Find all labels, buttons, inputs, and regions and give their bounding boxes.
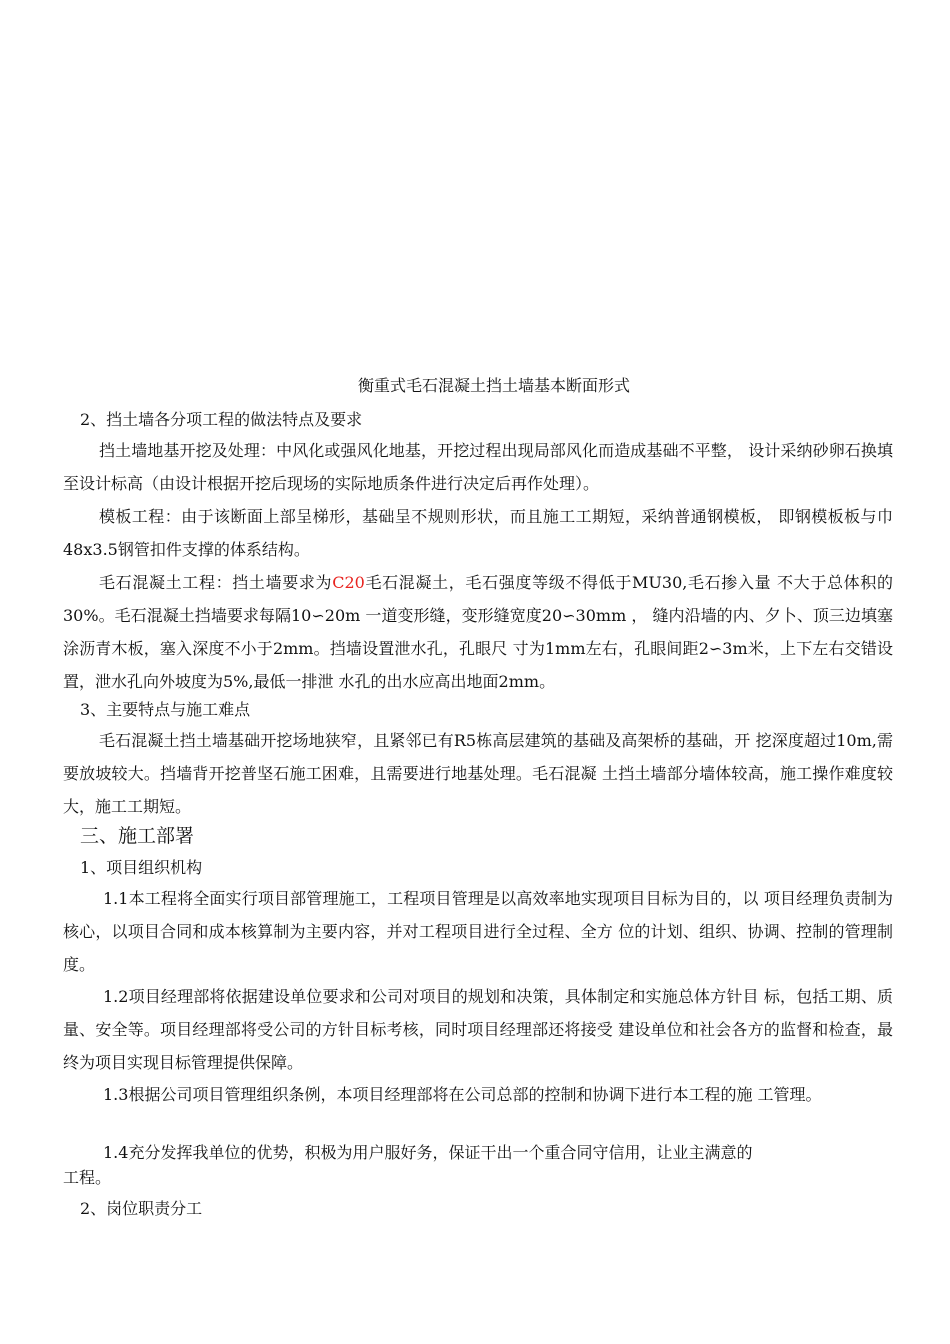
subsection-heading-2: 2、岗位职责分工 <box>80 1199 203 1218</box>
paragraph-difficulties: 毛石混凝土挡土墙基础开挖场地狭窄，且紧邻已有R5栋高层建筑的基础及高架桥的基础，开 挖深度超过10m,需要放坡较大。挡墙背开挖普坚石施工困难，且需要进行地基处理。毛石混凝 土挡土墙部分墙体较高，施工操作难度较大，施工工期短。 <box>63 731 893 816</box>
paragraph-rubble-concrete-text-a: 毛石混凝土工程：挡土墙要求为 <box>99 573 333 592</box>
section-heading-2: 2、挡土墙各分项工程的做法特点及要求 <box>80 410 363 429</box>
paragraph-1-4-line1: 1.4充分发挥我单位的优势，积极为用户服好务，保证干出一个重合同守信用，让业主满意的 <box>103 1143 753 1162</box>
paragraph-foundation: 挡土墙地基开挖及处理：中风化或强风化地基，开挖过程出现局部风化而造成基础不平整， 设计采纳砂卵石换填至设计标高（由设计根据开挖后现场的实际地质条件进行决定后再作处理）。 <box>63 441 893 493</box>
concrete-grade-highlight: C20 <box>332 573 365 592</box>
section-heading-3: 3、主要特点与施工难点 <box>80 700 251 719</box>
paragraph-rubble-concrete <box>63 566 893 698</box>
paragraph-1-4-line2: 工程。 <box>63 1168 112 1187</box>
chapter-heading: 三、施工部署 <box>80 825 195 847</box>
paragraph-rubble-concrete-text-b: 毛石混凝土，毛石强度等级不得低于MU30,毛石掺入量 不大于总体积的30%。毛石混凝土挡墙要求每隔10∽20m 一道变形缝，变形缝宽度20∽30mm ， 缝内沿墙的内、夕卜、顶三边填塞涂沥青木板，塞入深度不小于2mm。挡墙设置泄水孔，孔眼尺 寸为1mm左右，孔眼间距2∽3m米，上下左右交错设置，泄水孔向外坡度为5%,最低一排泄 水孔的出水应高出地面2mm。 <box>63 573 893 691</box>
paragraph-1-1: 1.1本工程将全面实行项目部管理施工，工程项目管理是以高效率地实现项目目标为目的，以 项目经理负责制为核心，以项目合同和成本核算制为主要内容，并对工程项目进行全过程、全方 位的计划、组织、协调、控制的管理制度。 <box>63 889 893 974</box>
paragraph-formwork: 模板工程：由于该断面上部呈梯形，基础呈不规则形状，而且施工工期短，采纳普通钢模板， 即钢模板板与巾48x3.5钢管扣件支撑的体系结构。 <box>63 507 893 559</box>
paragraph-1-2: 1.2项目经理部将依据建设单位要求和公司对项目的规划和决策，具体制定和实施总体方针目 标，包括工期、质量、安全等。项目经理部将受公司的方针目标考核，同时项目经理部还将接受 建设单位和社会各方的监督和检查，最终为项目实现目标管理提供保障。 <box>63 987 893 1072</box>
subsection-heading-1: 1、项目组织机构 <box>80 858 203 877</box>
figure-caption: 衡重式毛石混凝土挡土墙基本断面形式 <box>358 376 631 395</box>
paragraph-1-3: 1.3根据公司项目管理组织条例，本项目经理部将在公司总部的控制和协调下进行本工程的施 工管理。 <box>103 1085 822 1104</box>
